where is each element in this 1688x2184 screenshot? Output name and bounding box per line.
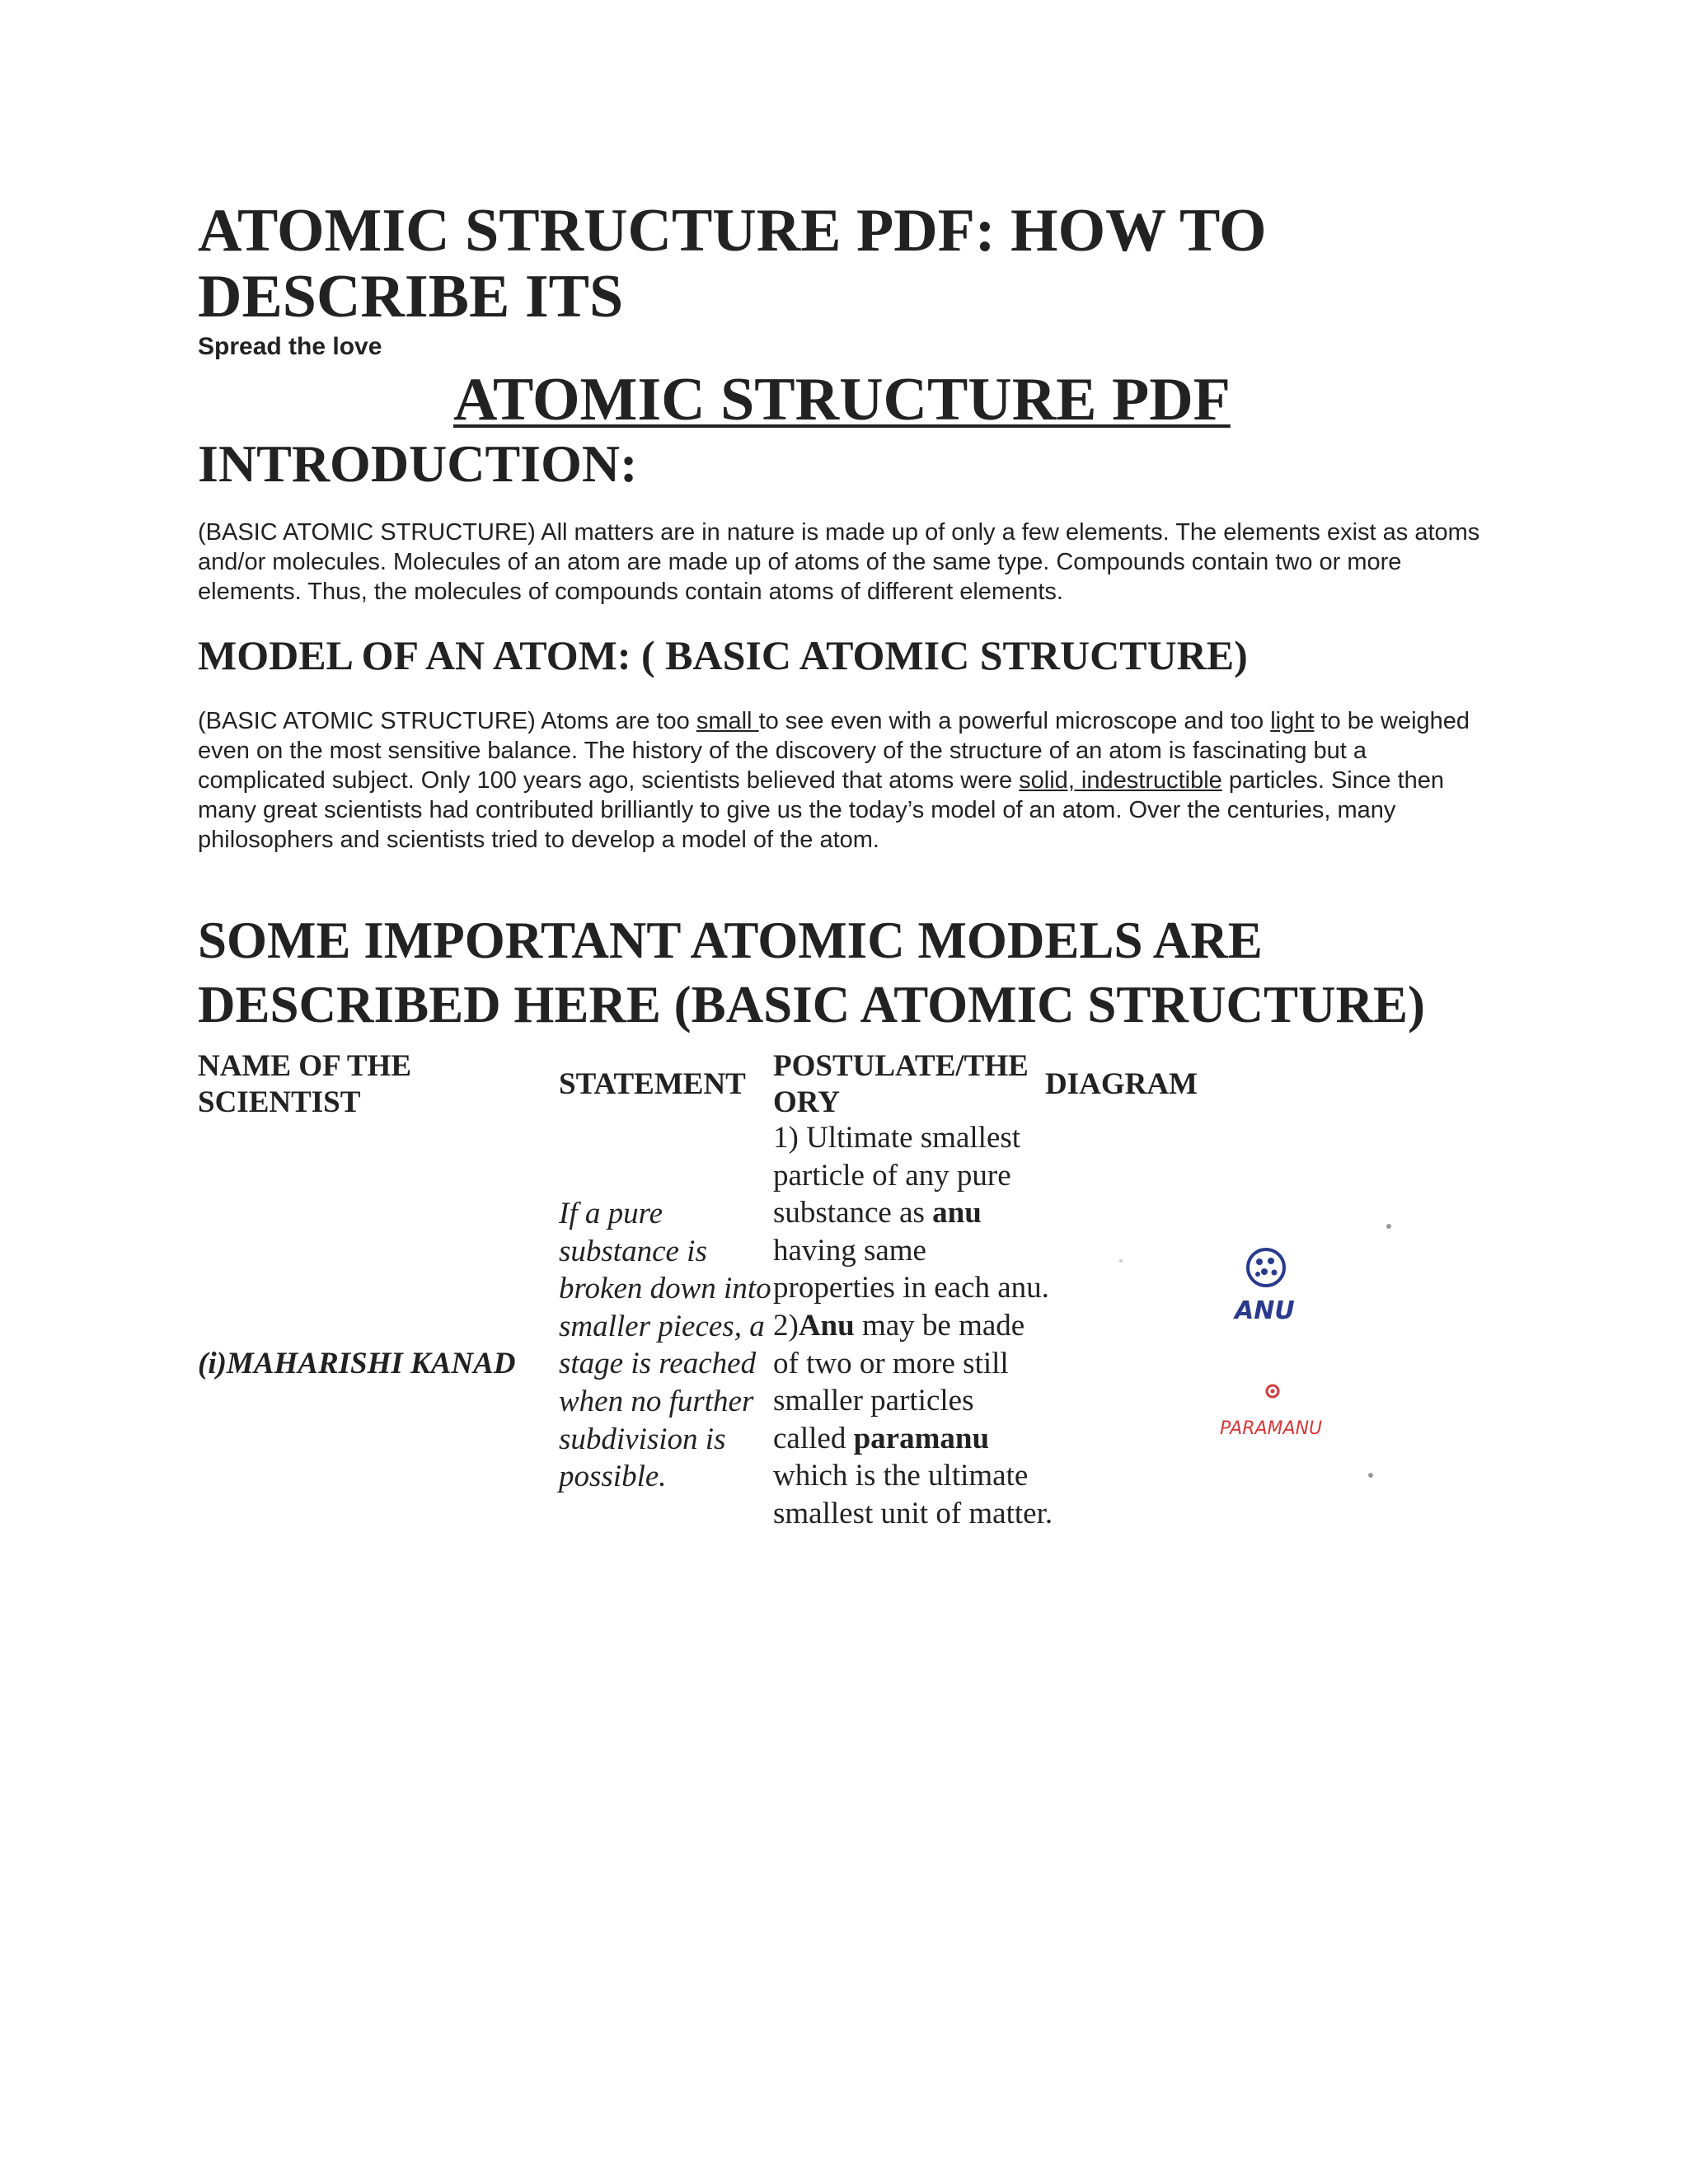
header-statement: STATEMENT — [559, 1067, 746, 1101]
model-text-4: particles. Since then many great scientists had contributed brilliantly to give us the today’s model of an atom. Over the centuries, many philosophers and scientists tried to develop a model of the atom. — [198, 767, 1445, 853]
document-title: ATOMIC STRUCTURE PDF — [453, 366, 1231, 434]
atomic-models-heading: SOME IMPORTANT ATOMIC MODELS ARE DESCRIBED HERE (BASIC ATOMIC STRUCTURE) — [198, 912, 1425, 1033]
speck — [1368, 1473, 1373, 1478]
spread-the-love-text: Spread the love — [198, 333, 382, 360]
introduction-heading: INTRODUCTION: — [198, 434, 638, 493]
light-link[interactable]: light — [1270, 708, 1315, 734]
small-link[interactable]: small — [696, 708, 759, 734]
postulate-text-2: having same properties in each anu. — [773, 1233, 1049, 1305]
cell-postulate — [773, 1119, 1053, 1533]
cell-statement: If a pure substance is broken down into smaller pieces, a stage is reached when no further subdivision is possible. — [559, 1197, 771, 1494]
anu-icon — [1248, 1249, 1284, 1286]
header-scientist-name: NAME OF THE SCIENTIST — [198, 1049, 412, 1119]
introduction-paragraph: (BASIC ATOMIC STRUCTURE) All matters are in nature is made up of only a few elements. The elements exist as atoms and/or molecules. Molecules of an atom are made up of atoms of the same type. Compounds contain two or more elements. Thus, the molecules of compounds contain atoms of different elements. — [198, 519, 1480, 605]
anu-label: ANU — [1235, 1296, 1295, 1325]
postulate-anu-bold-2: Anu — [798, 1308, 855, 1343]
speck — [1119, 1259, 1123, 1263]
model-of-atom-heading: MODEL OF AN ATOM: ( BASIC ATOMIC STRUCTURE) — [198, 632, 1248, 678]
speck — [1386, 1224, 1391, 1229]
anu-paramanu-diagram — [1063, 1154, 1451, 1516]
postulate-anu-bold: anu — [932, 1196, 982, 1230]
paramanu-icon — [1267, 1385, 1278, 1397]
solid-indestructible-link[interactable]: solid, indestructible — [1019, 767, 1222, 794]
postulate-text-5: which is the ultimate smallest unit of matter. — [773, 1459, 1053, 1530]
postulate-paramanu-bold: paramanu — [853, 1421, 990, 1455]
model-text-2: to see even with a powerful microscope and too — [758, 708, 1271, 734]
model-text-3: to be weighed even on the most sensitive balance. The history of the discovery of the structure of an atom is fascinating but a complicated subject. Only 100 years ago, scientists believed that atoms were — [198, 708, 1470, 794]
postulate-text-1: 1) Ultimate smallest particle of any pure substance as — [773, 1121, 1021, 1230]
header-postulate-theory: POSTULATE/THEORY — [773, 1049, 1029, 1119]
model-of-atom-paragraph — [198, 706, 1500, 855]
main-title: ATOMIC STRUCTURE PDF: HOW TO DESCRIBE ITS — [198, 197, 1267, 330]
cell-scientist-name: (i)MAHARISHI KANAD — [198, 1347, 516, 1380]
postulate-text-4: may be made of two or more still smaller particles called — [773, 1308, 1025, 1455]
header-diagram: DIAGRAM — [1045, 1067, 1198, 1101]
paramanu-label: PARAMANU — [1220, 1418, 1323, 1439]
postulate-text-3: 2) — [773, 1308, 799, 1343]
model-text-1: (BASIC ATOMIC STRUCTURE) Atoms are too — [198, 708, 696, 734]
